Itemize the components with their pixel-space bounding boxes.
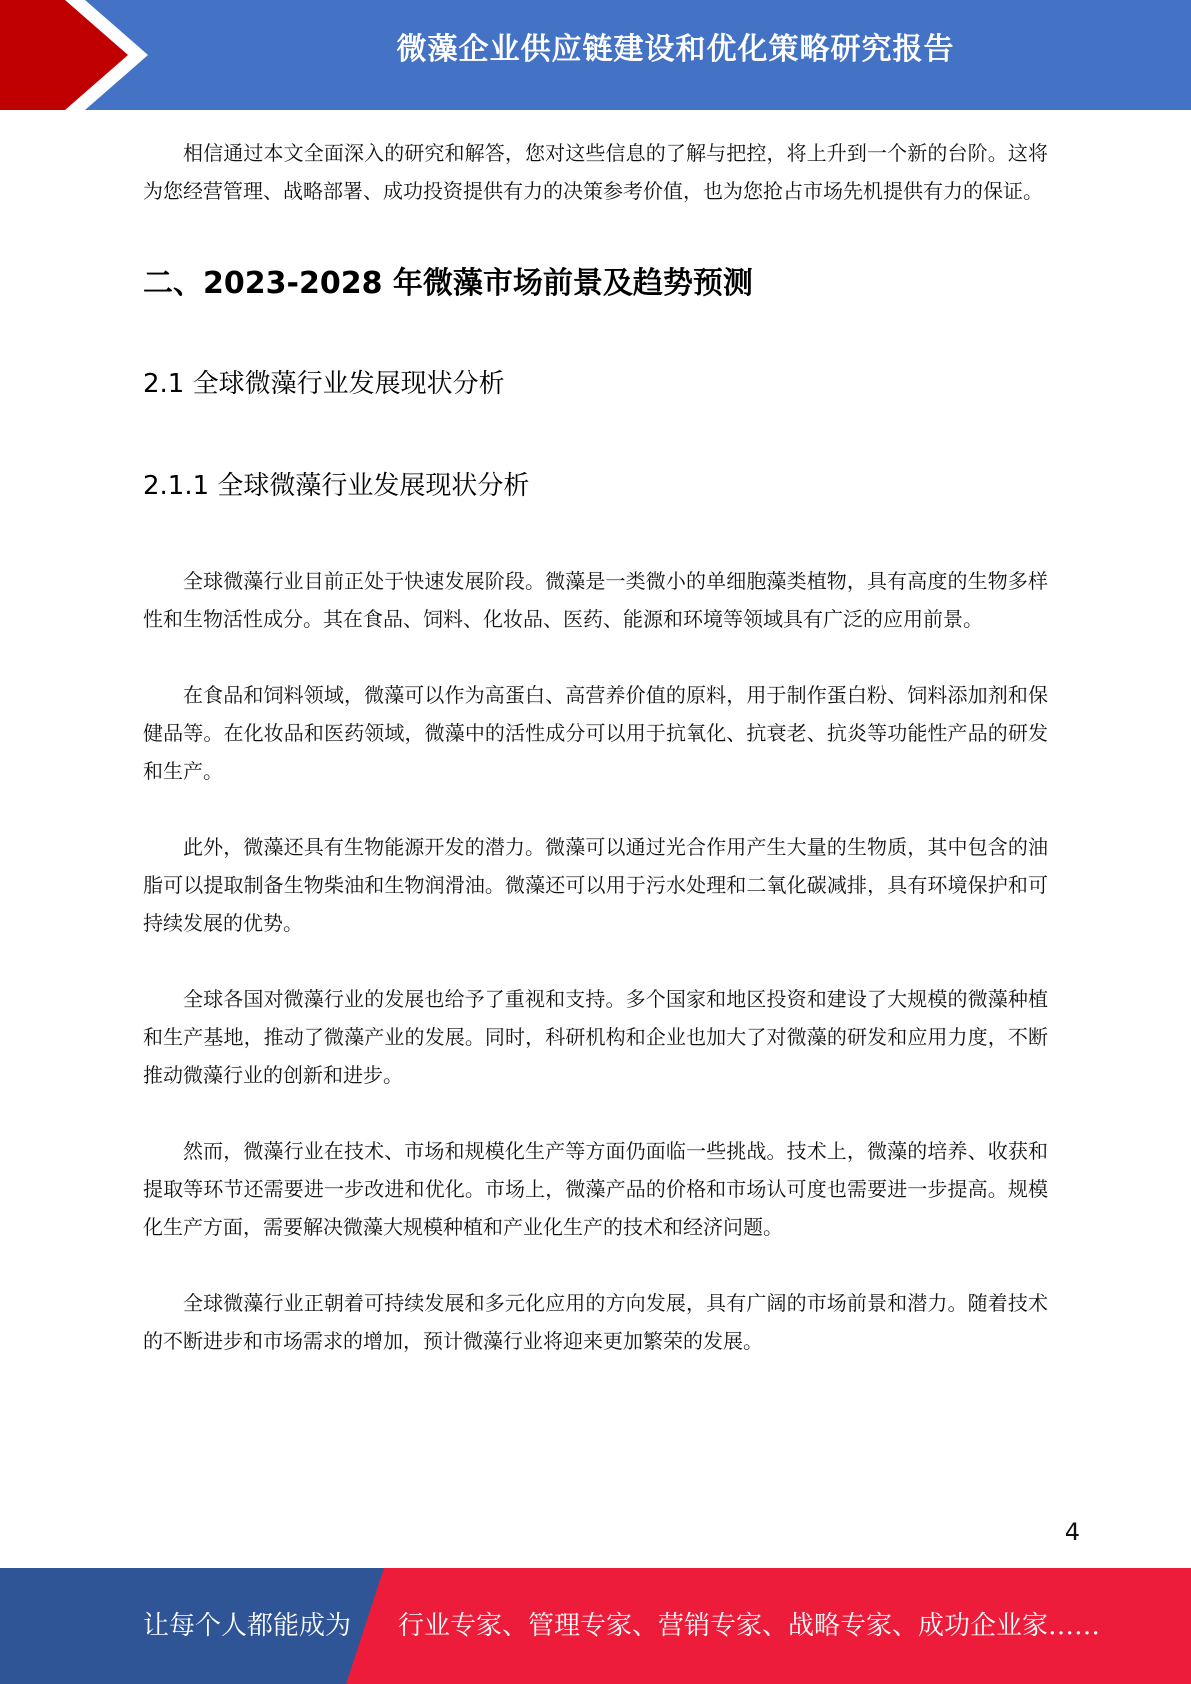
page-number: 4 bbox=[1064, 1518, 1080, 1546]
paragraph: 此外，微藻还具有生物能源开发的潜力。微藻可以通过光合作用产生大量的生物质，其中包含的油脂可以提取制备生物柴油和生物润滑油。微藻还可以用于污水处理和二氧化碳减排，具有环境保护和可持续发展的优势。 bbox=[143, 835, 1048, 935]
subsubsection-heading: 2.1.1 全球微藻行业发展现状分析 bbox=[143, 471, 530, 501]
subsection-heading: 2.1 全球微藻行业发展现状分析 bbox=[143, 369, 505, 399]
paragraph: 全球各国对微藻行业的发展也给予了重视和支持。多个国家和地区投资和建设了大规模的微藻种植和生产基地，推动了微藻产业的发展。同时，科研机构和企业也加大了对微藻的研发和应用力度，不断推动微藻行业的创新和进步。 bbox=[143, 987, 1048, 1087]
header-title: 微藻企业供应链建设和优化策略研究报告 bbox=[396, 32, 955, 67]
header-chevron-icon bbox=[0, 0, 160, 110]
paragraph: 在食品和饲料领域，微藻可以作为高蛋白、高营养价值的原料，用于制作蛋白粉、饲料添加剂和保健品等。在化妆品和医药领域，微藻中的活性成分可以用于抗氧化、抗衰老、抗炎等功能性产品的研发和生产。 bbox=[143, 683, 1048, 783]
header-chevron-red bbox=[0, 0, 128, 110]
page-header bbox=[0, 0, 1191, 110]
intro-paragraph: 相信通过本文全面深入的研究和解答，您对这些信息的了解与把控，将上升到一个新的台阶。这将为您经营管理、战略部署、成功投资提供有力的决策参考价值，也为您抢占市场先机提供有力的保证。 bbox=[143, 141, 1048, 203]
paragraph: 然而，微藻行业在技术、市场和规模化生产等方面仍面临一些挑战。技术上，微藻的培养、收获和提取等环节还需要进一步改进和优化。市场上，微藻产品的价格和市场认可度也需要进一步提高。规模化生产方面，需要解决微藻大规模种植和产业化生产的技术和经济问题。 bbox=[143, 1139, 1048, 1239]
body-paragraphs bbox=[143, 562, 1048, 1360]
footer-slogan-right: 行业专家、管理专家、营销专家、战略专家、成功企业家…… bbox=[398, 1611, 1101, 1641]
page-footer bbox=[0, 1568, 1191, 1684]
section-heading: 二、2023-2028 年微藻市场前景及趋势预测 bbox=[143, 266, 753, 301]
paragraph: 全球微藻行业正朝着可持续发展和多元化应用的方向发展，具有广阔的市场前景和潜力。随着技术的不断进步和市场需求的增加，预计微藻行业将迎来更加繁荣的发展。 bbox=[143, 1291, 1048, 1353]
footer-slogan-left: 让每个人都能成为 bbox=[143, 1611, 352, 1641]
page-content bbox=[143, 134, 1048, 1360]
paragraph: 全球微藻行业目前正处于快速发展阶段。微藻是一类微小的单细胞藻类植物，具有高度的生物多样性和生物活性成分。其在食品、饲料、化妆品、医药、能源和环境等领域具有广泛的应用前景。 bbox=[143, 569, 1048, 631]
